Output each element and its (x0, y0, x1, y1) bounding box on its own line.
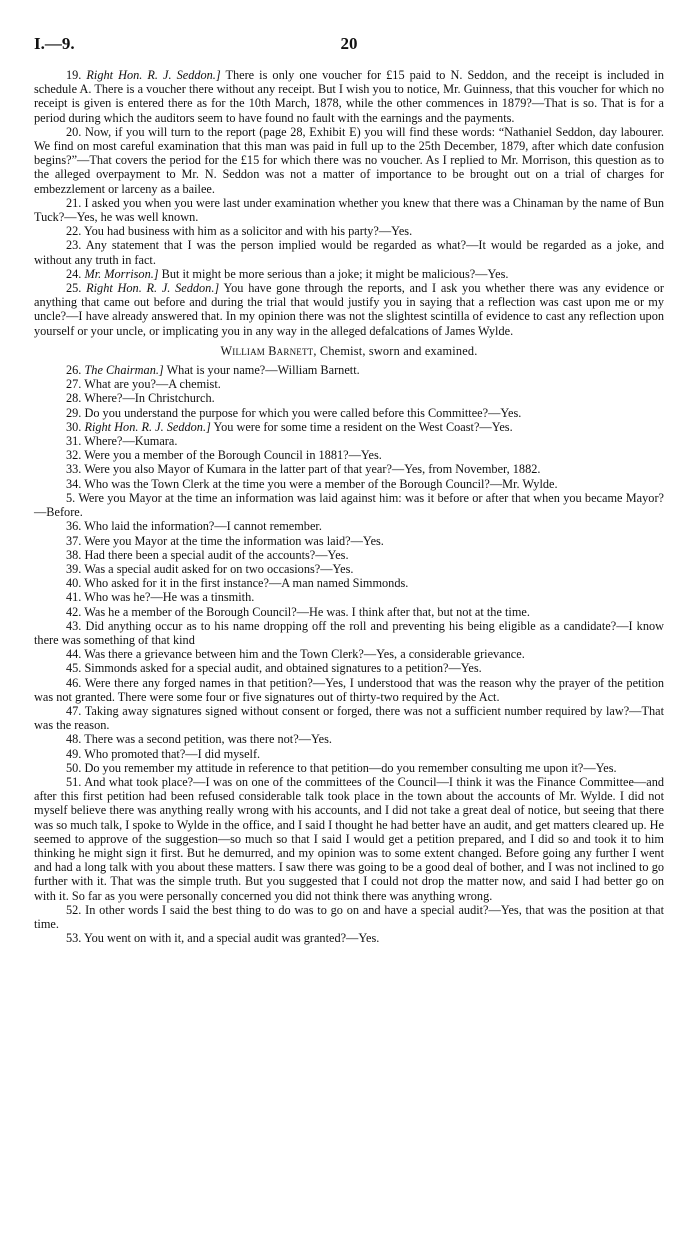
document-page (34, 34, 664, 945)
question-text: And what took place?—I was on one of the committees of the Council—I think it was the Finance Committee—and after this first petition had been refused considerable talk took place in the town about the accounts of Mr. Wylde. I did not myself believe there was anything really wrong with his accounts, and I did not take a great deal of notice, but seeing that there was so much talk, I spoke to Wylde in the office, and I said I thought he had better have an audit, and get matters cleared up. He seemed to approve of the suggestion—so much so that I said I would get a petition prepared, and I did so and took it to him thinking he might sign it first. But he demurred, and my opinion was to some extent changed. Before going any further I went and had a long talk with you about these matters. I saw there was going to be a good deal of bother, and I was not inclined to go further with it. That was the simple truth. But you suggested that I could not drop the matter now, and said I had better go on with it. So far as you were personally concerned you did not think there was anything wrong. (34, 774, 664, 903)
question-number: 22. (66, 224, 82, 239)
question-paragraph (34, 661, 664, 675)
question-paragraph (34, 576, 664, 590)
question-paragraph (34, 761, 664, 775)
question-paragraph (34, 931, 664, 945)
speaker-name: Right Hon. R. J. Seddon.] (84, 419, 211, 434)
question-number: 42. (66, 604, 82, 619)
question-text: What are you?—A chemist. (84, 377, 221, 392)
question-paragraph (34, 125, 664, 196)
question-text: But it might be more serious than a joke; it might be malicious?—Yes. (158, 266, 509, 281)
question-text: Were you Mayor at the time the information was laid?—Yes. (84, 533, 384, 548)
paragraphs-before (34, 68, 664, 338)
question-number: 52. (66, 902, 82, 917)
question-paragraph (34, 420, 664, 434)
question-paragraph (34, 548, 664, 562)
question-number: 41. (66, 590, 82, 605)
question-paragraph (34, 747, 664, 761)
question-text: There was a second petition, was there not?—Yes. (84, 732, 332, 747)
question-paragraph (34, 732, 664, 746)
question-number: 5. (66, 490, 76, 505)
question-paragraph (34, 363, 664, 377)
question-number: 48. (66, 732, 82, 747)
question-paragraph (34, 605, 664, 619)
question-number: 36. (66, 519, 82, 534)
question-number: 28. (66, 391, 82, 406)
question-paragraph (34, 491, 664, 519)
question-text: Any statement that I was the person implied would be regarded as what?—It would be regarded as a joke, and without any truth in fact. (34, 238, 664, 267)
question-paragraph (34, 267, 664, 281)
question-paragraph (34, 224, 664, 238)
question-number: 47. (66, 703, 82, 718)
question-number: 43. (66, 618, 82, 633)
question-paragraph (34, 903, 664, 931)
question-text: Were you Mayor at the time an information was laid against him: was it before or after that when you became Mayor?—Before. (34, 490, 664, 520)
question-text: You had business with him as a solicitor and with his party?—Yes. (84, 224, 413, 239)
question-paragraph (34, 534, 664, 548)
question-number: 38. (66, 547, 82, 562)
question-number: 40. (66, 576, 82, 591)
question-number: 26. (66, 363, 82, 378)
question-paragraph (34, 562, 664, 576)
question-text: Now, if you will turn to the report (page 28, Exhibit E) you will find these words: “Nathaniel Seddon, day labourer. We find on most careful examination that this man was paid in full up to the 25th December, 1879, after which date confusion begins?”—That covers the period for the £15 for which there was no voucher. As I replied to Mr. Morrison, this question as to the alleged overpayment to Mr. N. Seddon was not a matter of importance to be brought out on a trial of charges for embezzlement or larceny as a bailee. (34, 124, 664, 196)
question-paragraph (34, 281, 664, 338)
question-paragraph (34, 462, 664, 476)
question-number: 53. (66, 931, 82, 946)
question-text: Do you understand the purpose for which you were called before this Committee?—Yes. (84, 405, 522, 420)
question-number: 34. (66, 476, 82, 491)
question-paragraph (34, 448, 664, 462)
question-text: What is your name?—William Barnett. (163, 363, 360, 378)
question-text: Who was he?—He was a tinsmith. (84, 590, 255, 605)
document-reference: I.—9. (34, 34, 75, 53)
question-number: 44. (66, 647, 82, 662)
question-number: 30. (66, 419, 82, 434)
question-number: 29. (66, 405, 82, 420)
question-paragraph (34, 434, 664, 448)
speaker-name: Mr. Morrison.] (84, 266, 159, 281)
question-paragraph (34, 238, 664, 266)
question-text: Who was the Town Clerk at the time you were a member of the Borough Council?—Mr. Wylde. (84, 476, 558, 491)
question-paragraph (34, 68, 664, 125)
question-text: Do you remember my attitude in reference to that petition—do you remember consulting me upon it?—Yes. (84, 760, 617, 775)
question-number: 19. (66, 68, 82, 82)
question-number: 31. (66, 434, 82, 449)
question-paragraph (34, 477, 664, 491)
question-text: Who asked for it in the first instance?—A man named Simmonds. (84, 576, 409, 591)
question-number: 33. (66, 462, 82, 477)
question-text: Where?—In Christchurch. (84, 391, 215, 406)
question-number: 46. (66, 675, 82, 690)
question-text: Simmonds asked for a special audit, and obtained signatures to a petition?—Yes. (84, 661, 482, 676)
question-text: Were you a member of the Borough Council in 1881?—Yes. (84, 448, 382, 463)
document-body (34, 68, 664, 945)
witness-name: William Barnett (220, 343, 314, 358)
question-text: You have gone through the reports, and I ask you whether there was any evidence or anything that came out before and during the trial that would justify you in saying that a reflection was cast upon me or my uncle?—I have already answered that. In my opinion there was not the slightest scintilla of evidence to cast any reflection upon yourself or your uncle, or implicating you in any way in the alleged defalcations of James Wylde. (34, 281, 664, 338)
question-text: I asked you when you were last under examination whether you knew that there was a Chinaman by the name of Bun Tuck?—Yes, he was well known. (34, 195, 664, 225)
question-text: Were there any forged names in that petition?—Yes, I understood that was the reason why the prayer of the petition was not granted. There were some four or five signatures out of thirty-two required by the Act. (34, 675, 664, 704)
question-paragraph (34, 590, 664, 604)
question-text: In other words I said the best thing to do was to go on and have a special audit?—Yes, that was the position at that time. (34, 902, 664, 931)
question-text: Taking away signatures signed without consent or forged, there was not a sufficient number required by law?—That was the reason. (34, 703, 665, 733)
question-number: 51. (66, 774, 82, 789)
question-text: Did anything occur as to his name dropping off the roll and preventing his being eligible as a candidate?—I know there was something of that kind (34, 618, 664, 647)
question-paragraph (34, 406, 664, 420)
question-text: Who laid the information?—I cannot remember. (84, 519, 322, 534)
question-number: 39. (66, 561, 82, 576)
speaker-name: The Chairman.] (84, 363, 164, 378)
question-text: You were for some time a resident on the West Coast?—Yes. (210, 419, 513, 434)
paragraphs-after (34, 363, 664, 945)
question-number: 37. (66, 533, 82, 548)
question-text: Who promoted that?—I did myself. (84, 746, 261, 761)
question-paragraph (34, 519, 664, 533)
speaker-name: Right Hon. R. J. Seddon.] (86, 68, 221, 82)
question-paragraph (34, 775, 664, 903)
question-paragraph (34, 196, 664, 224)
speaker-name: Right Hon. R. J. Seddon.] (86, 281, 220, 296)
question-number: 32. (66, 448, 82, 463)
question-number: 27. (66, 377, 82, 392)
question-text: Had there been a special audit of the accounts?—Yes. (84, 547, 349, 562)
question-paragraph (34, 704, 664, 732)
question-text: Was a special audit asked for on two occasions?—Yes. (84, 561, 354, 576)
question-number: 24. (66, 266, 82, 281)
question-number: 50. (66, 760, 82, 775)
question-text: Was he a member of the Borough Council?—He was. I think after that, but not at the time. (84, 604, 530, 619)
question-text: You went on with it, and a special audit was granted?—Yes. (84, 931, 380, 946)
question-number: 49. (66, 746, 82, 761)
question-number: 21. (66, 195, 82, 210)
question-paragraph (34, 676, 664, 704)
question-paragraph (34, 377, 664, 391)
question-paragraph (34, 619, 664, 647)
question-text: Were you also Mayor of Kumara in the latter part of that year?—Yes, from November, 1882. (84, 462, 541, 477)
witness-description: , Chemist, sworn and examined. (313, 343, 478, 358)
question-text: Was there a grievance between him and the Town Clerk?—Yes, a considerable grievance. (84, 647, 525, 662)
question-number: 25. (66, 281, 82, 296)
witness-heading (34, 344, 664, 358)
question-number: 45. (66, 661, 82, 676)
question-number: 23. (66, 238, 82, 253)
question-number: 20. (66, 124, 82, 139)
question-paragraph (34, 647, 664, 661)
page-number: 20 (340, 34, 358, 53)
page-header (34, 34, 664, 56)
question-text: There is only one voucher for £15 paid to N. Seddon, and the receipt is included in schedule A. There is a voucher there without any receipt. But I wish you to notice, Mr. Guinness, that this voucher for which no receipt is given is entered there as for the 10th March, 1878, while the other commences in 1879?—That is so. That is for a period during which the auditors seem to have found no fault with the earnings and the payments. (34, 68, 664, 125)
question-paragraph (34, 391, 664, 405)
question-text: Where?—Kumara. (84, 434, 178, 449)
